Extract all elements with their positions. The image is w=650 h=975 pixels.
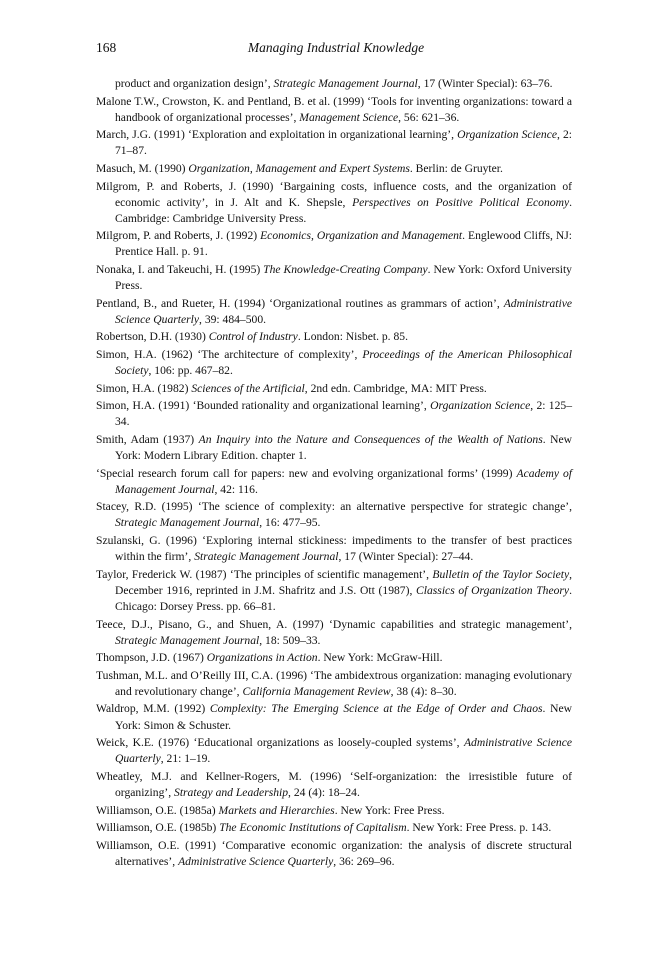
reference-title-italic: Strategic Management Journal bbox=[194, 550, 339, 564]
reference-text: Stacey, R.D. (1995) ‘The science of complexity: an alternative perspective for strategic change’, bbox=[96, 500, 572, 514]
reference-title-italic: Bulletin of the Taylor Society bbox=[432, 567, 570, 581]
reference-text: Williamson, O.E. (1985b) bbox=[96, 821, 220, 835]
reference-entry bbox=[96, 650, 572, 666]
reference-entry bbox=[96, 533, 572, 565]
reference-title-italic: Proceedings of the American Philosophical Society bbox=[115, 348, 572, 378]
reference-title-italic: Classics of Organization Theory bbox=[416, 583, 570, 597]
reference-title-italic: Strategic Management Journal bbox=[115, 633, 260, 647]
reference-text: , 2: 125–34. bbox=[115, 399, 572, 429]
running-title: Managing Industrial Knowledge bbox=[247, 40, 425, 55]
reference-text: , 18: 509–33. bbox=[259, 633, 321, 647]
reference-entry bbox=[96, 668, 572, 700]
reference-text: . New York: Simon & Schuster. bbox=[115, 702, 572, 732]
reference-title-italic: Administrative Science Quarterly bbox=[178, 854, 334, 868]
reference-text: Milgrom, P. and Roberts, J. (1990) ‘Bargaining costs, influence costs, and the organization of economic activity’, in J. Alt and K. Shepsle, bbox=[96, 179, 572, 209]
reference-title-italic: Organizations in Action bbox=[206, 651, 318, 665]
reference-entry bbox=[96, 161, 572, 177]
reference-text: , 17 (Winter Special): 27–44. bbox=[338, 550, 474, 564]
reference-text: Teece, D.J., Pisano, G., and Shuen, A. (1997) ‘Dynamic capabilities and strategic management’, bbox=[96, 617, 572, 631]
reference-text: , 17 (Winter Special): 63–76. bbox=[417, 77, 553, 90]
reference-title-italic: California Management Review bbox=[242, 684, 391, 698]
reference-entry bbox=[96, 701, 572, 733]
reference-text: . New York: Modern Library Edition. chapter 1. bbox=[115, 432, 572, 463]
reference-text: Weick, K.E. (1976) ‘Educational organizations as loosely-coupled systems’, bbox=[96, 736, 464, 750]
reference-text: ‘Special research forum call for papers: new and evolving organizational forms’ (1999) bbox=[96, 466, 517, 480]
reference-title-italic: The Economic Institutions of Capitalism bbox=[219, 821, 407, 835]
reference-entry bbox=[96, 127, 572, 159]
reference-text: , 39: 484–500. bbox=[199, 312, 267, 326]
reference-text: Simon, H.A. (1982) bbox=[96, 381, 192, 395]
reference-entry bbox=[96, 296, 572, 328]
reference-text: . New York: Oxford University Press. bbox=[115, 263, 572, 293]
reference-entry bbox=[96, 466, 572, 498]
reference-entry bbox=[96, 179, 572, 227]
reference-entry bbox=[96, 838, 572, 870]
reference-entry bbox=[96, 398, 572, 430]
reference-text: . New York: Free Press. p. 143. bbox=[406, 821, 552, 835]
reference-text: . London: Nisbet. p. 85. bbox=[297, 330, 408, 344]
reference-text: . Berlin: de Gruyter. bbox=[409, 161, 503, 175]
reference-title-italic: Economics, Organization and Management bbox=[260, 229, 463, 243]
reference-text: Nonaka, I. and Takeuchi, H. (1995) bbox=[96, 263, 264, 277]
reference-entry bbox=[96, 769, 572, 801]
reference-entry bbox=[96, 617, 572, 649]
reference-text: Szulanski, G. (1996) ‘Exploring internal stickiness: impediments to the transfer of best practices within the firm’, bbox=[96, 534, 572, 564]
reference-entry bbox=[96, 499, 572, 531]
reference-title-italic: Administrative Science Quarterly bbox=[115, 736, 572, 766]
reference-text: Milgrom, P. and Roberts, J. (1992) bbox=[96, 229, 261, 243]
reference-title-italic: Organization Science bbox=[457, 128, 557, 142]
reference-text: , 21: 1–19. bbox=[160, 752, 211, 766]
reference-text: Masuch, M. (1990) bbox=[96, 161, 189, 175]
reference-text: product and organization design’, bbox=[115, 77, 274, 90]
reference-text: March, J.G. (1991) ‘Exploration and exploitation in organizational learning’, bbox=[96, 128, 458, 142]
reference-text: Williamson, O.E. (1991) ‘Comparative economic organization: the analysis of discrete structural alternatives’, bbox=[96, 838, 572, 868]
reference-entry bbox=[96, 567, 572, 615]
reference-title-italic: The Knowledge-Creating Company bbox=[263, 263, 428, 277]
reference-continuation bbox=[96, 76, 572, 92]
reference-entry bbox=[96, 432, 572, 464]
reference-text: , 36: 269–96. bbox=[333, 854, 395, 868]
reference-title-italic: Administrative Science Quarterly bbox=[115, 296, 572, 326]
reference-entry bbox=[96, 262, 572, 294]
reference-title-italic: Management Science bbox=[299, 110, 399, 124]
reference-text: Waldrop, M.M. (1992) bbox=[96, 702, 210, 716]
reference-title-italic: Markets and Hierarchies bbox=[218, 803, 335, 817]
reference-text: . Englewood Cliffs, NJ: Prentice Hall. p. 91. bbox=[115, 229, 572, 259]
reference-text: , 2nd edn. Cambridge, MA: MIT Press. bbox=[304, 381, 487, 395]
reference-title-italic: Strategic Management Journal bbox=[273, 77, 418, 90]
reference-text: , 24 (4): 18–24. bbox=[288, 785, 360, 799]
reference-text: , 2: 71–87. bbox=[115, 128, 572, 158]
reference-text: Thompson, J.D. (1967) bbox=[96, 651, 207, 665]
reference-text: , 16: 477–95. bbox=[259, 516, 321, 530]
reference-text: Pentland, B., and Rueter, H. (1994) ‘Organizational routines as grammars of action’, bbox=[96, 296, 504, 310]
reference-entry bbox=[96, 347, 572, 379]
reference-title-italic: Organization Science bbox=[430, 399, 531, 413]
reference-title-italic: Perspectives on Positive Political Economy bbox=[352, 195, 570, 209]
reference-text: Taylor, Frederick W. (1987) ‘The principles of scientific management’, bbox=[96, 567, 433, 581]
reference-text: Wheatley, M.J. and Kellner-Rogers, M. (1996) ‘Self-organization: the irresistible future of organizing’, bbox=[96, 769, 572, 799]
reference-entry bbox=[96, 820, 572, 836]
reference-title-italic: Control of Industry bbox=[208, 330, 298, 344]
reference-entry bbox=[96, 329, 572, 345]
reference-text: Williamson, O.E. (1985a) bbox=[96, 803, 219, 817]
reference-text: . New York: McGraw-Hill. bbox=[317, 651, 443, 665]
reference-text: . Chicago: Dorsey Press. pp. 66–81. bbox=[115, 583, 572, 613]
reference-list bbox=[96, 76, 572, 871]
reference-text: Smith, Adam (1937) bbox=[96, 432, 199, 446]
reference-entry bbox=[96, 735, 572, 767]
reference-text: Simon, H.A. (1991) ‘Bounded rationality and organizational learning’, bbox=[96, 399, 431, 413]
reference-title-italic: An Inquiry into the Nature and Consequences of the Wealth of Nations bbox=[198, 432, 543, 446]
reference-entry bbox=[96, 803, 572, 819]
reference-text: , 38 (4): 8–30. bbox=[390, 684, 457, 698]
reference-entry bbox=[96, 381, 572, 397]
reference-title-italic: Strategy and Leadership bbox=[174, 785, 289, 799]
reference-text: Robertson, D.H. (1930) bbox=[96, 330, 209, 344]
reference-text: Tushman, M.L. and O’Reilly III, C.A. (1996) ‘The ambidextrous organization: managing evolutionary and revolutionary change’, bbox=[96, 668, 572, 698]
page-number: 168 bbox=[96, 40, 117, 55]
reference-title-italic: Academy of Management Journal bbox=[115, 466, 572, 496]
reference-title-italic: Sciences of the Artificial bbox=[191, 381, 305, 395]
reference-text: , 106: pp. 467–82. bbox=[148, 364, 233, 378]
reference-text: Simon, H.A. (1962) ‘The architecture of complexity’, bbox=[96, 348, 363, 361]
reference-text: . Cambridge: Cambridge University Press. bbox=[115, 195, 572, 225]
reference-text: , 56: 621–36. bbox=[398, 110, 460, 124]
reference-text: Malone T.W., Crowston, K. and Pentland, B. et al. (1999) ‘Tools for inventing organizations: toward a handbook of organizational processes’, bbox=[96, 94, 572, 124]
reference-text: , 42: 116. bbox=[214, 482, 258, 496]
reference-text: . New York: Free Press. bbox=[334, 803, 445, 817]
reference-entry bbox=[96, 94, 572, 126]
reference-text: , December 1916, reprinted in J.M. Shafritz and J.S. Ott (1987), bbox=[115, 567, 572, 597]
reference-title-italic: Strategic Management Journal bbox=[115, 516, 260, 530]
reference-title-italic: Complexity: The Emerging Science at the Edge of Order and Chaos bbox=[209, 702, 543, 716]
reference-entry bbox=[96, 228, 572, 260]
page-header bbox=[96, 40, 576, 60]
reference-title-italic: Organization, Management and Expert Systems bbox=[188, 161, 410, 175]
